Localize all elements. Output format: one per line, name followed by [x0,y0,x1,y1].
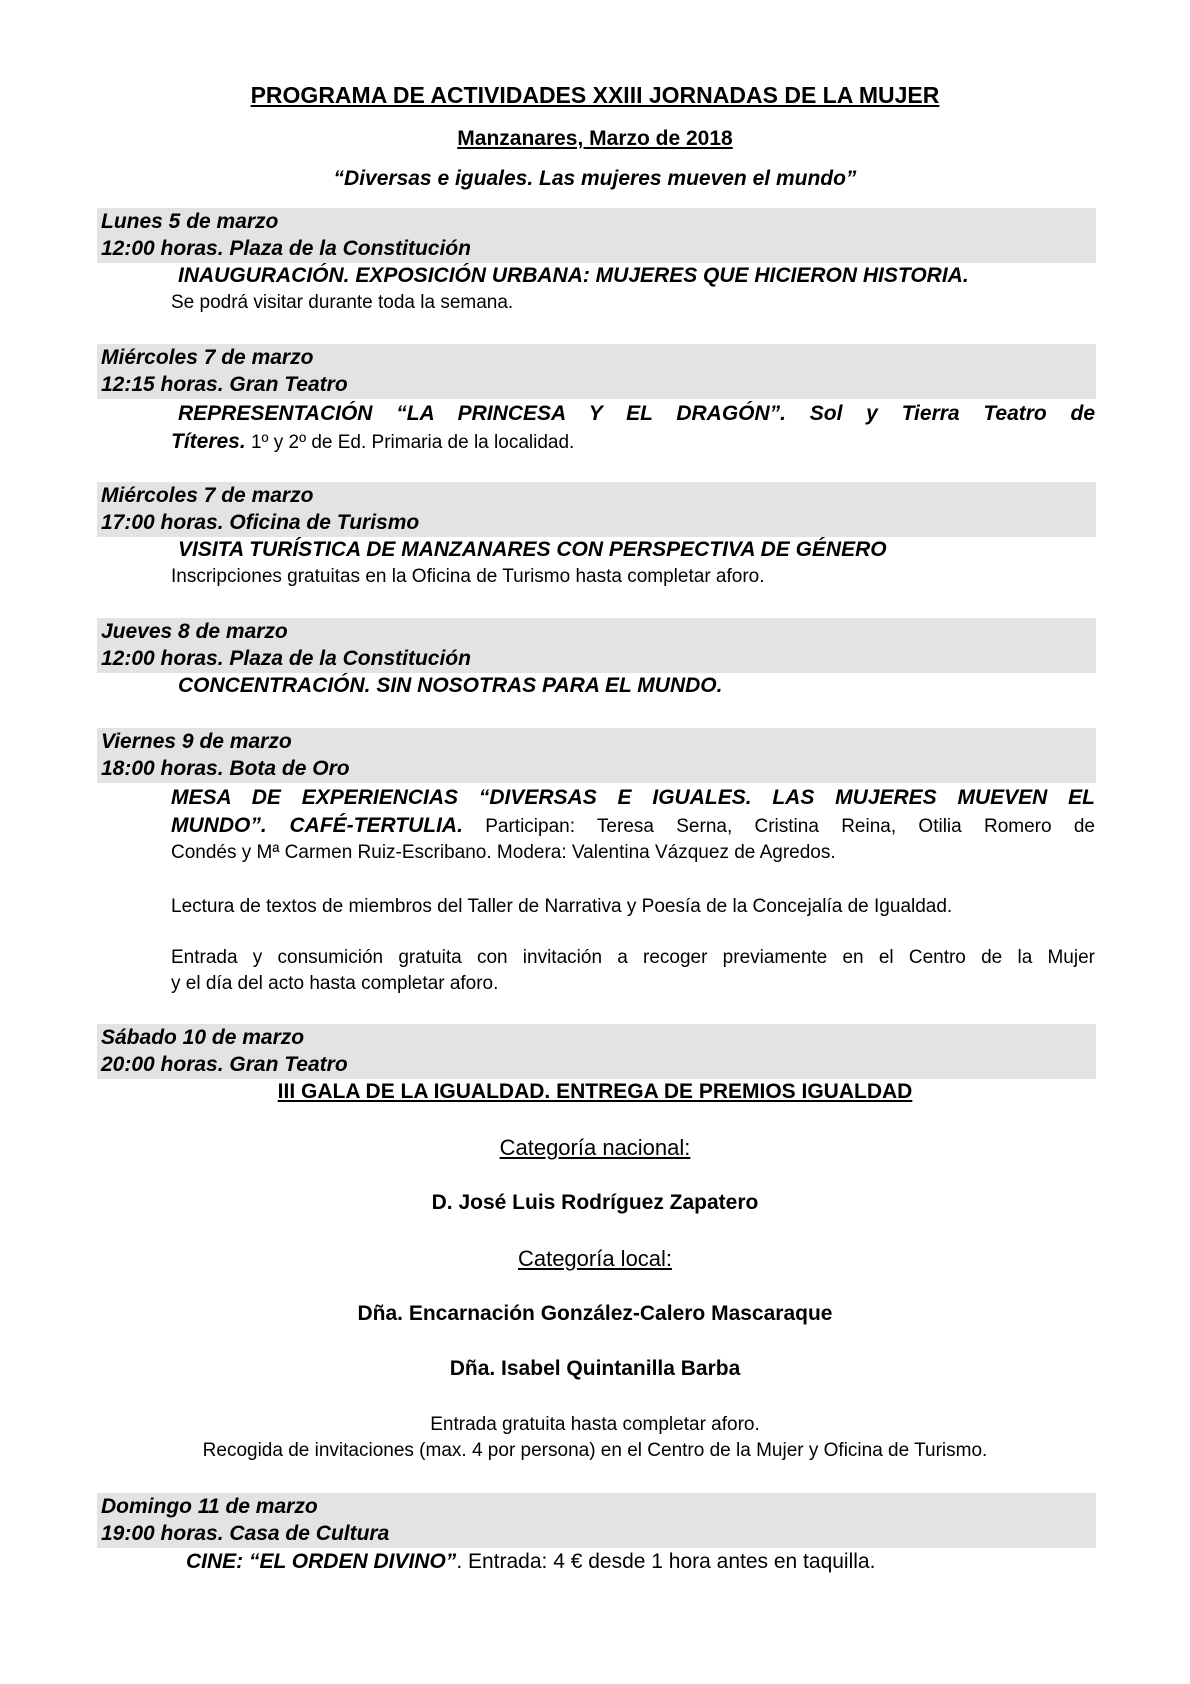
event-3-day: Miércoles 7 de marzo [101,484,314,507]
event-5-entry-line2: y el día del acto hasta completar aforo. [171,973,499,994]
event-4-time-place: 12:00 horas. Plaza de la Constitución [101,647,471,670]
category-local-label: Categoría local: [517,1246,673,1271]
local-winner-2: Dña. Isabel Quintanilla Barba [449,1357,741,1380]
event-1-title: INAUGURACIÓN. EXPOSICIÓN URBANA: MUJERES QUE HICIERON HISTORIA. [178,264,969,287]
event-2-time-place: 12:15 horas. Gran Teatro [101,373,348,396]
event-7-title-bold: CINE: “EL ORDEN DIVINO” [186,1550,457,1573]
event-6-time-place: 20:00 horas. Gran Teatro [101,1053,348,1076]
event-4-day: Jueves 8 de marzo [101,620,288,643]
event-5-title-rest: Participan: Teresa Serna, Cristina Reina, Otilia Romero de [462,816,1095,837]
local-winner-1: Dña. Encarnación González-Calero Mascaraque [357,1302,833,1325]
event-5-title-line1: MESA DE EXPERIENCIAS “DIVERSAS E IGUALES. LAS MUJERES MUEVEN EL [171,786,1095,809]
event-1-time-place: 12:00 horas. Plaza de la Constitución [101,237,471,260]
document-motto: “Diversas e iguales. Las mujeres mueven el mundo” [333,167,857,190]
event-4-title: CONCENTRACIÓN. SIN NOSOTRAS PARA EL MUNDO. [178,674,723,697]
event-5-line3: Condés y Mª Carmen Ruiz-Escribano. Modera: Valentina Vázquez de Agredos. [171,842,836,863]
event-3-title: VISITA TURÍSTICA DE MANZANARES CON PERSPECTIVA DE GÉNERO [178,538,887,561]
event-6-day: Sábado 10 de marzo [101,1026,305,1049]
category-national-label: Categoría nacional: [499,1135,691,1160]
event-2-title-rest: 1º y 2º de Ed. Primaria de la localidad. [245,432,575,453]
event-7-time-place: 19:00 horas. Casa de Cultura [101,1522,390,1545]
event-2-title-bold: Títeres. [171,430,246,453]
national-winner: D. José Luis Rodríguez Zapatero [431,1191,759,1214]
event-7-title [186,1550,875,1574]
event-1-day: Lunes 5 de marzo [101,210,279,233]
event-3-time-place: 17:00 horas. Oficina de Turismo [101,511,420,534]
document-subtitle: Manzanares, Marzo de 2018 [457,127,733,150]
event-7-day: Domingo 11 de marzo [101,1495,318,1518]
event-7-title-rest: . Entrada: 4 € desde 1 hora antes en taquilla. [456,1550,876,1573]
document-title: PROGRAMA DE ACTIVIDADES XXIII JORNADAS DE LA MUJER [250,82,940,108]
event-2-title-line1: REPRESENTACIÓN “LA PRINCESA Y EL DRAGÓN”. Sol y Tierra Teatro de [178,402,1095,425]
event-6-title: III GALA DE LA IGUALDAD. ENTREGA DE PREMIOS IGUALDAD [277,1080,913,1103]
event-6-entry: Entrada gratuita hasta completar aforo. [430,1414,760,1435]
event-5-reading: Lectura de textos de miembros del Taller de Narrativa y Poesía de la Concejalía de Igualdad. [171,896,953,917]
event-5-title-bold: MUNDO”. CAFÉ-TERTULIA. [171,814,463,837]
event-1-note: Se podrá visitar durante toda la semana. [171,292,514,313]
event-3-note: Inscripciones gratuitas en la Oficina de Turismo hasta completar aforo. [171,566,765,587]
event-5-title-line2 [171,812,1095,840]
event-6-invitations: Recogida de invitaciones (max. 4 por persona) en el Centro de la Mujer y Oficina de Turismo. [202,1440,988,1461]
event-2-title-line2 [171,428,1095,456]
event-5-entry-line1: Entrada y consumición gratuita con invitación a recoger previamente en el Centro de la Mujer [171,947,1095,968]
event-5-day: Viernes 9 de marzo [101,730,292,753]
event-2-day: Miércoles 7 de marzo [101,346,314,369]
event-5-time-place: 18:00 horas. Bota de Oro [101,757,350,780]
